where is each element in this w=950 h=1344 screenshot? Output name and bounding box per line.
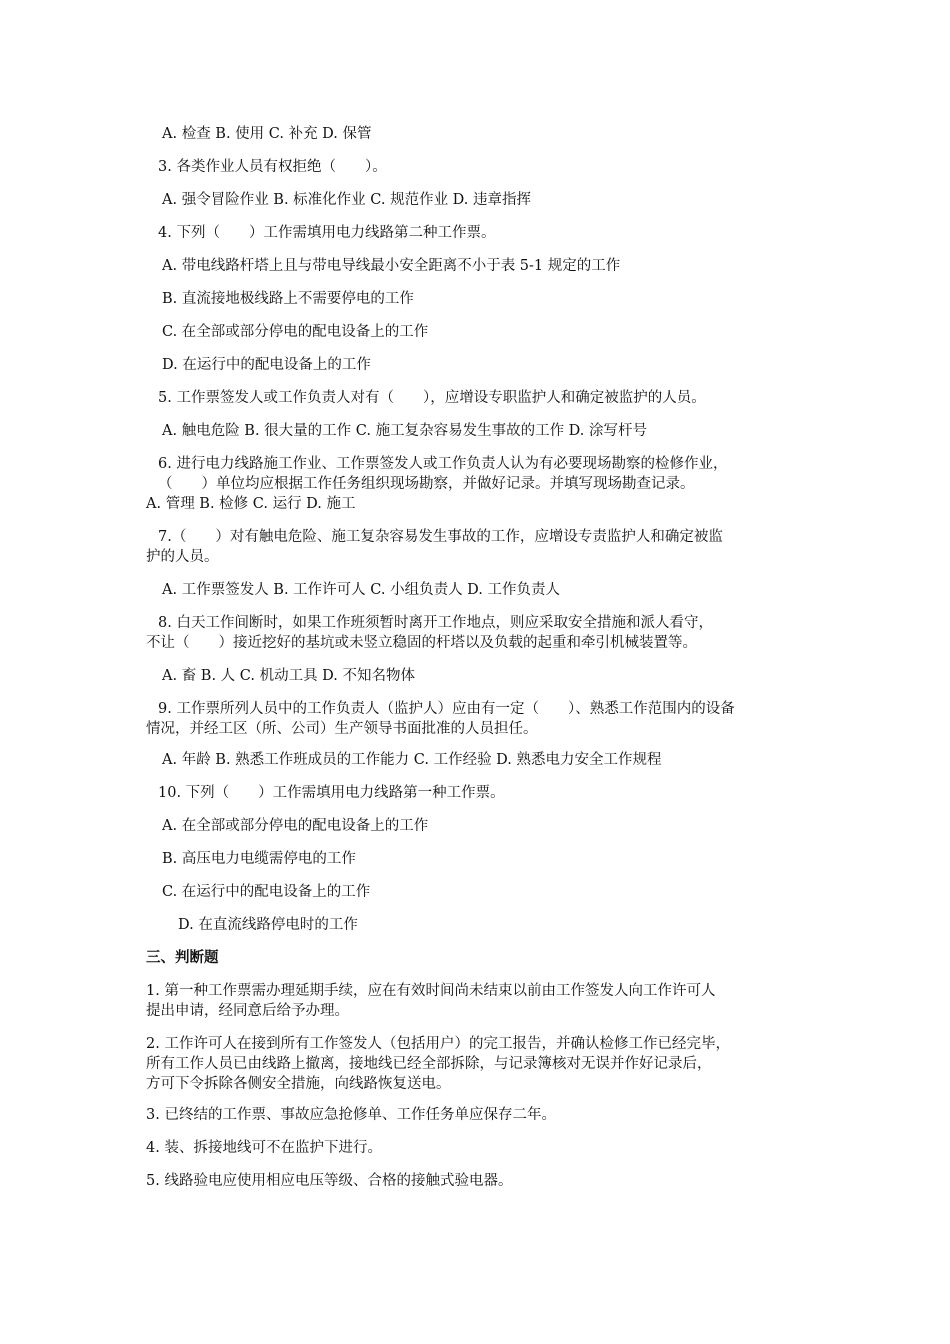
- q4-option-b: B. 直流接地极线路上不需要停电的工作: [162, 291, 414, 307]
- question-8-line-2: 不让（ ）接近挖好的基坑或未竖立稳固的杆塔以及负载的起重和牵引机械装置等。: [146, 635, 697, 651]
- question-10: 10. 下列（ ）工作需填用电力线路第一种工作票。: [158, 785, 505, 801]
- tf-2-line-2: 所有工作人员已由线路上撤离，接地线已经全部拆除，与记录簿核对无误并作好记录后，: [146, 1056, 712, 1072]
- tf-5: 5. 线路验电应使用相应电压等级、合格的接触式验电器。: [146, 1173, 513, 1189]
- q10-option-a: A. 在全部或部分停电的配电设备上的工作: [162, 818, 429, 834]
- question-7-line-1: 7.（ ）对有触电危险、施工复杂容易发生事故的工作，应增设专责监护人和确定被监: [158, 529, 723, 545]
- tf-2-line-3: 方可下令拆除各侧安全措施，向线路恢复送电。: [146, 1076, 451, 1092]
- q4-option-a: A. 带电线路杆塔上且与带电导线最小安全距离不小于表 5-1 规定的工作: [162, 258, 621, 274]
- q8-options: A. 畜 B. 人 C. 机动工具 D. 不知名物体: [162, 668, 416, 684]
- question-7-line-2: 护的人员。: [146, 549, 219, 565]
- tf-4: 4. 装、拆接地线可不在监护下进行。: [146, 1140, 382, 1156]
- q2-options: A. 检查 B. 使用 C. 补充 D. 保管: [162, 126, 372, 142]
- q9-options: A. 年龄 B. 熟悉工作班成员的工作能力 C. 工作经验 D. 熟悉电力安全工作规程: [162, 752, 662, 768]
- question-6-line-1: 6. 进行电力线路施工作业、工作票签发人或工作负责人认为有必要现场勘察的检修作业，: [158, 456, 728, 472]
- question-6-line-2: （ ）单位均应根据工作任务组织现场勘察，并做好记录。并填写现场勘查记录。: [158, 476, 695, 492]
- question-9-line-1: 9. 工作票所列人员中的工作负责人（监护人）应由有一定（ ）、熟悉工作范围内的设备: [158, 701, 735, 717]
- q10-option-c: C. 在运行中的配电设备上的工作: [162, 884, 371, 900]
- q3-options: A. 强令冒险作业 B. 标准化作业 C. 规范作业 D. 违章指挥: [162, 192, 532, 208]
- tf-2-line-1: 2. 工作许可人在接到所有工作签发人（包括用户）的完工报告，并确认检修工作已经完毕，: [146, 1036, 730, 1052]
- q10-option-b: B. 高压电力电缆需停电的工作: [162, 851, 356, 867]
- question-3: 3. 各类作业人员有权拒绝（ ）。: [158, 159, 387, 175]
- question-4: 4. 下列（ ）工作需填用电力线路第二种工作票。: [158, 225, 496, 241]
- section-heading-true-false: 三、判断题: [146, 949, 219, 966]
- question-8-line-1: 8. 白天工作间断时，如果工作班须暂时离开工作地点，则应采取安全措施和派人看守，: [158, 615, 713, 631]
- q10-option-d: D. 在直流线路停电时的工作: [178, 917, 358, 933]
- tf-1-line-2: 提出申请，经同意后给予办理。: [146, 1003, 349, 1019]
- question-5: 5. 工作票签发人或工作负责人对有（ ），应增设专职监护人和确定被监护的人员。: [158, 390, 706, 406]
- tf-1-line-1: 1. 第一种工作票需办理延期手续，应在有效时间尚未结束以前由工作签发人向工作许可人: [146, 983, 716, 999]
- q5-options: A. 触电危险 B. 很大量的工作 C. 施工复杂容易发生事故的工作 D. 涂写杆号: [162, 423, 648, 439]
- q4-option-d: D. 在运行中的配电设备上的工作: [162, 357, 371, 373]
- q4-option-c: C. 在全部或部分停电的配电设备上的工作: [162, 324, 429, 340]
- q7-options: A. 工作票签发人 B. 工作许可人 C. 小组负责人 D. 工作负责人: [162, 582, 561, 598]
- q6-options: A. 管理 B. 检修 C. 运行 D. 施工: [146, 496, 356, 512]
- question-9-line-2: 情况，并经工区（所、公司）生产领导书面批准的人员担任。: [146, 721, 538, 737]
- tf-3: 3. 已终结的工作票、事故应急抢修单、工作任务单应保存二年。: [146, 1107, 556, 1123]
